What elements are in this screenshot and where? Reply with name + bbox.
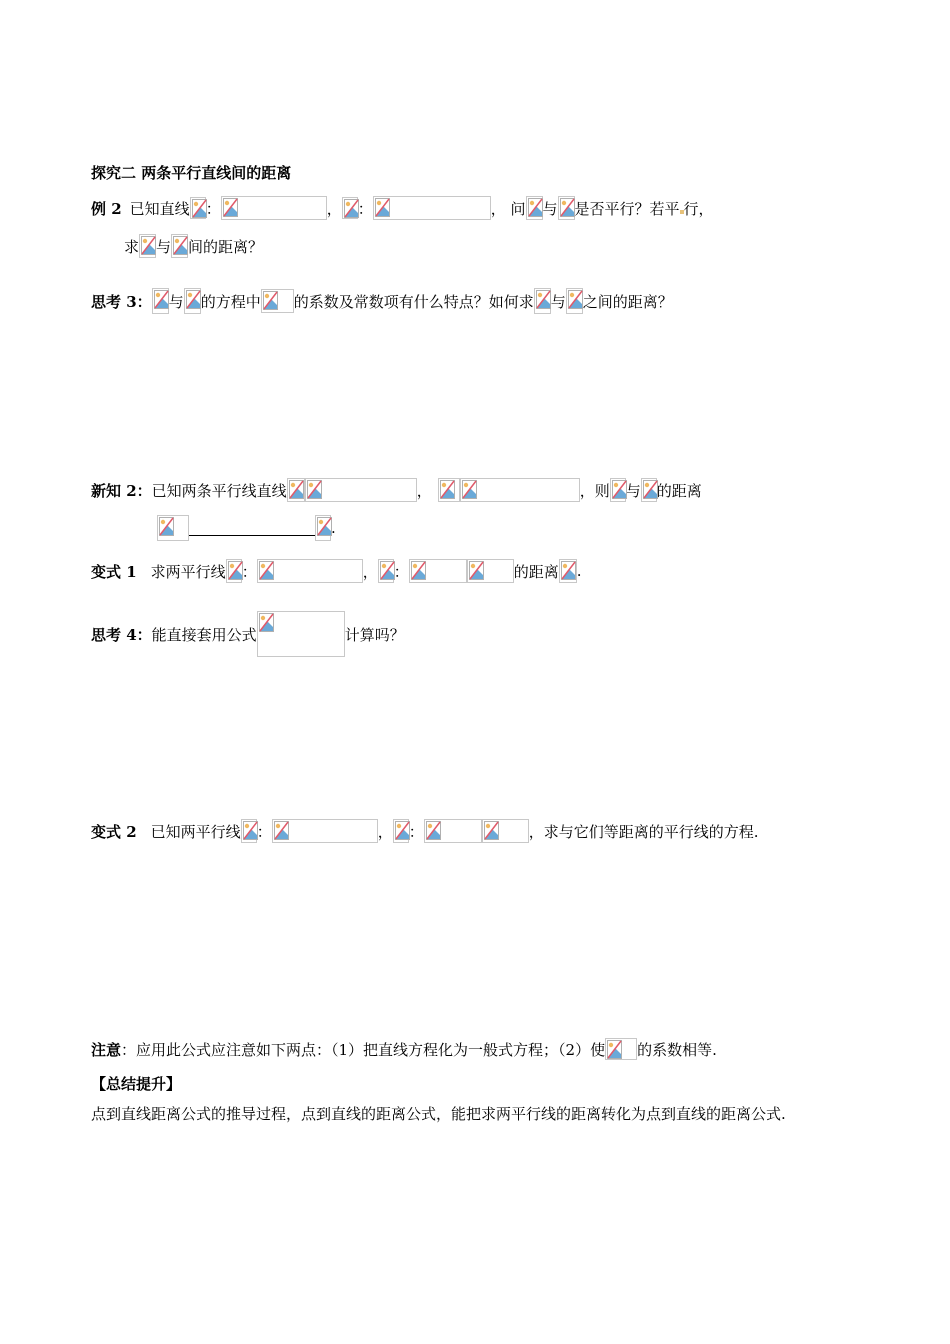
variant1-dist: 的距离 <box>513 562 559 581</box>
note-text2: 的系数相等. <box>637 1040 717 1059</box>
note-line <box>91 1036 717 1062</box>
example2-ask: ， 问 <box>490 199 526 218</box>
think3-text1: 的方程中 <box>200 292 261 311</box>
broken-image-icon <box>157 515 189 541</box>
variant1-end: . <box>576 562 582 580</box>
newknow2-label: 新知 2： <box>91 481 152 500</box>
summary-heading <box>91 1070 181 1096</box>
variant1-text: 求两平行线 <box>150 562 226 581</box>
example2-text: 已知直线 <box>129 199 190 218</box>
newknow2-then: ，则 <box>579 481 610 500</box>
variant2-colon: ： <box>256 822 272 841</box>
example2-colon: ： <box>205 199 221 218</box>
broken-image-icon <box>226 559 242 583</box>
broken-image-icon <box>534 288 551 314</box>
broken-image-icon <box>610 478 626 502</box>
broken-image-icon <box>272 819 378 843</box>
newknow2-dist: 的距离 <box>656 481 702 500</box>
section-title-text: 探究二 两条平行直线间的距离 <box>91 163 292 182</box>
broken-image-icon <box>559 559 577 583</box>
think3-yu: 与 <box>550 292 566 311</box>
broken-image-icon <box>241 819 257 843</box>
blank-underline <box>189 521 315 536</box>
broken-image-icon <box>257 611 345 657</box>
think3-text3: 之间的距离？ <box>582 292 673 311</box>
example2-distance: 间的距离？ <box>188 237 264 256</box>
example2-comma: ， <box>326 199 342 218</box>
newknow2-line1 <box>91 477 702 503</box>
example2-qiu: 求 <box>124 237 140 256</box>
broken-image-icon <box>261 289 294 313</box>
example2-yu: 与 <box>542 199 558 218</box>
broken-image-icon <box>467 559 514 583</box>
variant2-text2: ，求与它们等距离的平行线的方程. <box>528 822 759 841</box>
broken-image-icon <box>558 196 575 220</box>
broken-image-icon <box>257 559 363 583</box>
section-title <box>91 159 291 185</box>
broken-image-icon <box>221 196 327 220</box>
summary-body: 点到直线距离公式的推导过程，点到直线的距离公式，能把求两平行线的距离转化为点到直线的距离公式. <box>91 1105 786 1123</box>
variant1-colon: ： <box>241 562 257 581</box>
variant2-text: 已知两平行线 <box>150 822 241 841</box>
variant2-line <box>91 818 759 844</box>
broken-image-icon <box>409 559 467 583</box>
broken-image-icon <box>184 288 201 314</box>
example2-line2 <box>124 233 263 259</box>
variant1-comma: ， <box>362 562 378 581</box>
broken-image-icon <box>287 478 305 502</box>
think4-line <box>91 611 405 657</box>
note-text1: ：应用此公式应注意如下两点：（1）把直线方程化为一般式方程；（2）使 <box>121 1040 606 1059</box>
example2-colon: ： <box>357 199 373 218</box>
variant1-colon: ： <box>393 562 409 581</box>
newknow2-text: 已知两条平行线直线 <box>151 481 287 500</box>
broken-image-icon <box>171 234 188 258</box>
variant2-label: 变式 2 <box>91 822 137 841</box>
newknow2-yu: 与 <box>625 481 641 500</box>
variant1-label: 变式 1 <box>91 562 137 581</box>
example2-label: 例 2 <box>91 199 122 218</box>
think4-text1: 能直接套用公式 <box>151 625 257 644</box>
think3-yu: 与 <box>168 292 184 311</box>
broken-image-icon <box>438 478 460 502</box>
example2-yu: 与 <box>156 237 172 256</box>
broken-image-icon <box>152 288 169 314</box>
broken-image-icon <box>641 478 657 502</box>
variant2-colon: ： <box>408 822 424 841</box>
broken-image-icon <box>378 559 394 583</box>
broken-image-icon <box>424 819 482 843</box>
broken-image-icon <box>460 478 580 502</box>
broken-image-icon <box>190 197 206 219</box>
broken-image-icon <box>305 478 417 502</box>
broken-image-icon <box>393 819 409 843</box>
think3-text2: 的系数及常数项有什么特点？如何求 <box>293 292 534 311</box>
think3-label: 思考 3： <box>91 292 152 311</box>
think3-line <box>91 288 673 314</box>
example2-xing: 行， <box>683 199 714 218</box>
variant2-comma: ， <box>377 822 393 841</box>
think4-text2: 计算吗？ <box>344 625 405 644</box>
newknow2-line2 <box>157 515 336 541</box>
newknow2-end: . <box>331 519 336 537</box>
broken-image-icon <box>566 288 583 314</box>
broken-image-icon <box>482 819 529 843</box>
variant1-line <box>91 558 582 584</box>
broken-image-icon <box>526 196 543 220</box>
broken-image-icon <box>373 196 491 220</box>
note-label: 注意 <box>91 1040 122 1059</box>
broken-image-icon <box>315 515 331 541</box>
think4-label: 思考 4： <box>91 625 152 644</box>
broken-image-icon <box>139 234 156 258</box>
broken-image-icon <box>342 197 358 219</box>
example2-parallel-text: 是否平行？若平 <box>574 199 680 218</box>
summary-heading-text: 【总结提升】 <box>91 1074 182 1093</box>
newknow2-comma: ， <box>416 481 432 500</box>
example2-line1 <box>91 195 714 221</box>
broken-image-icon <box>605 1038 637 1060</box>
